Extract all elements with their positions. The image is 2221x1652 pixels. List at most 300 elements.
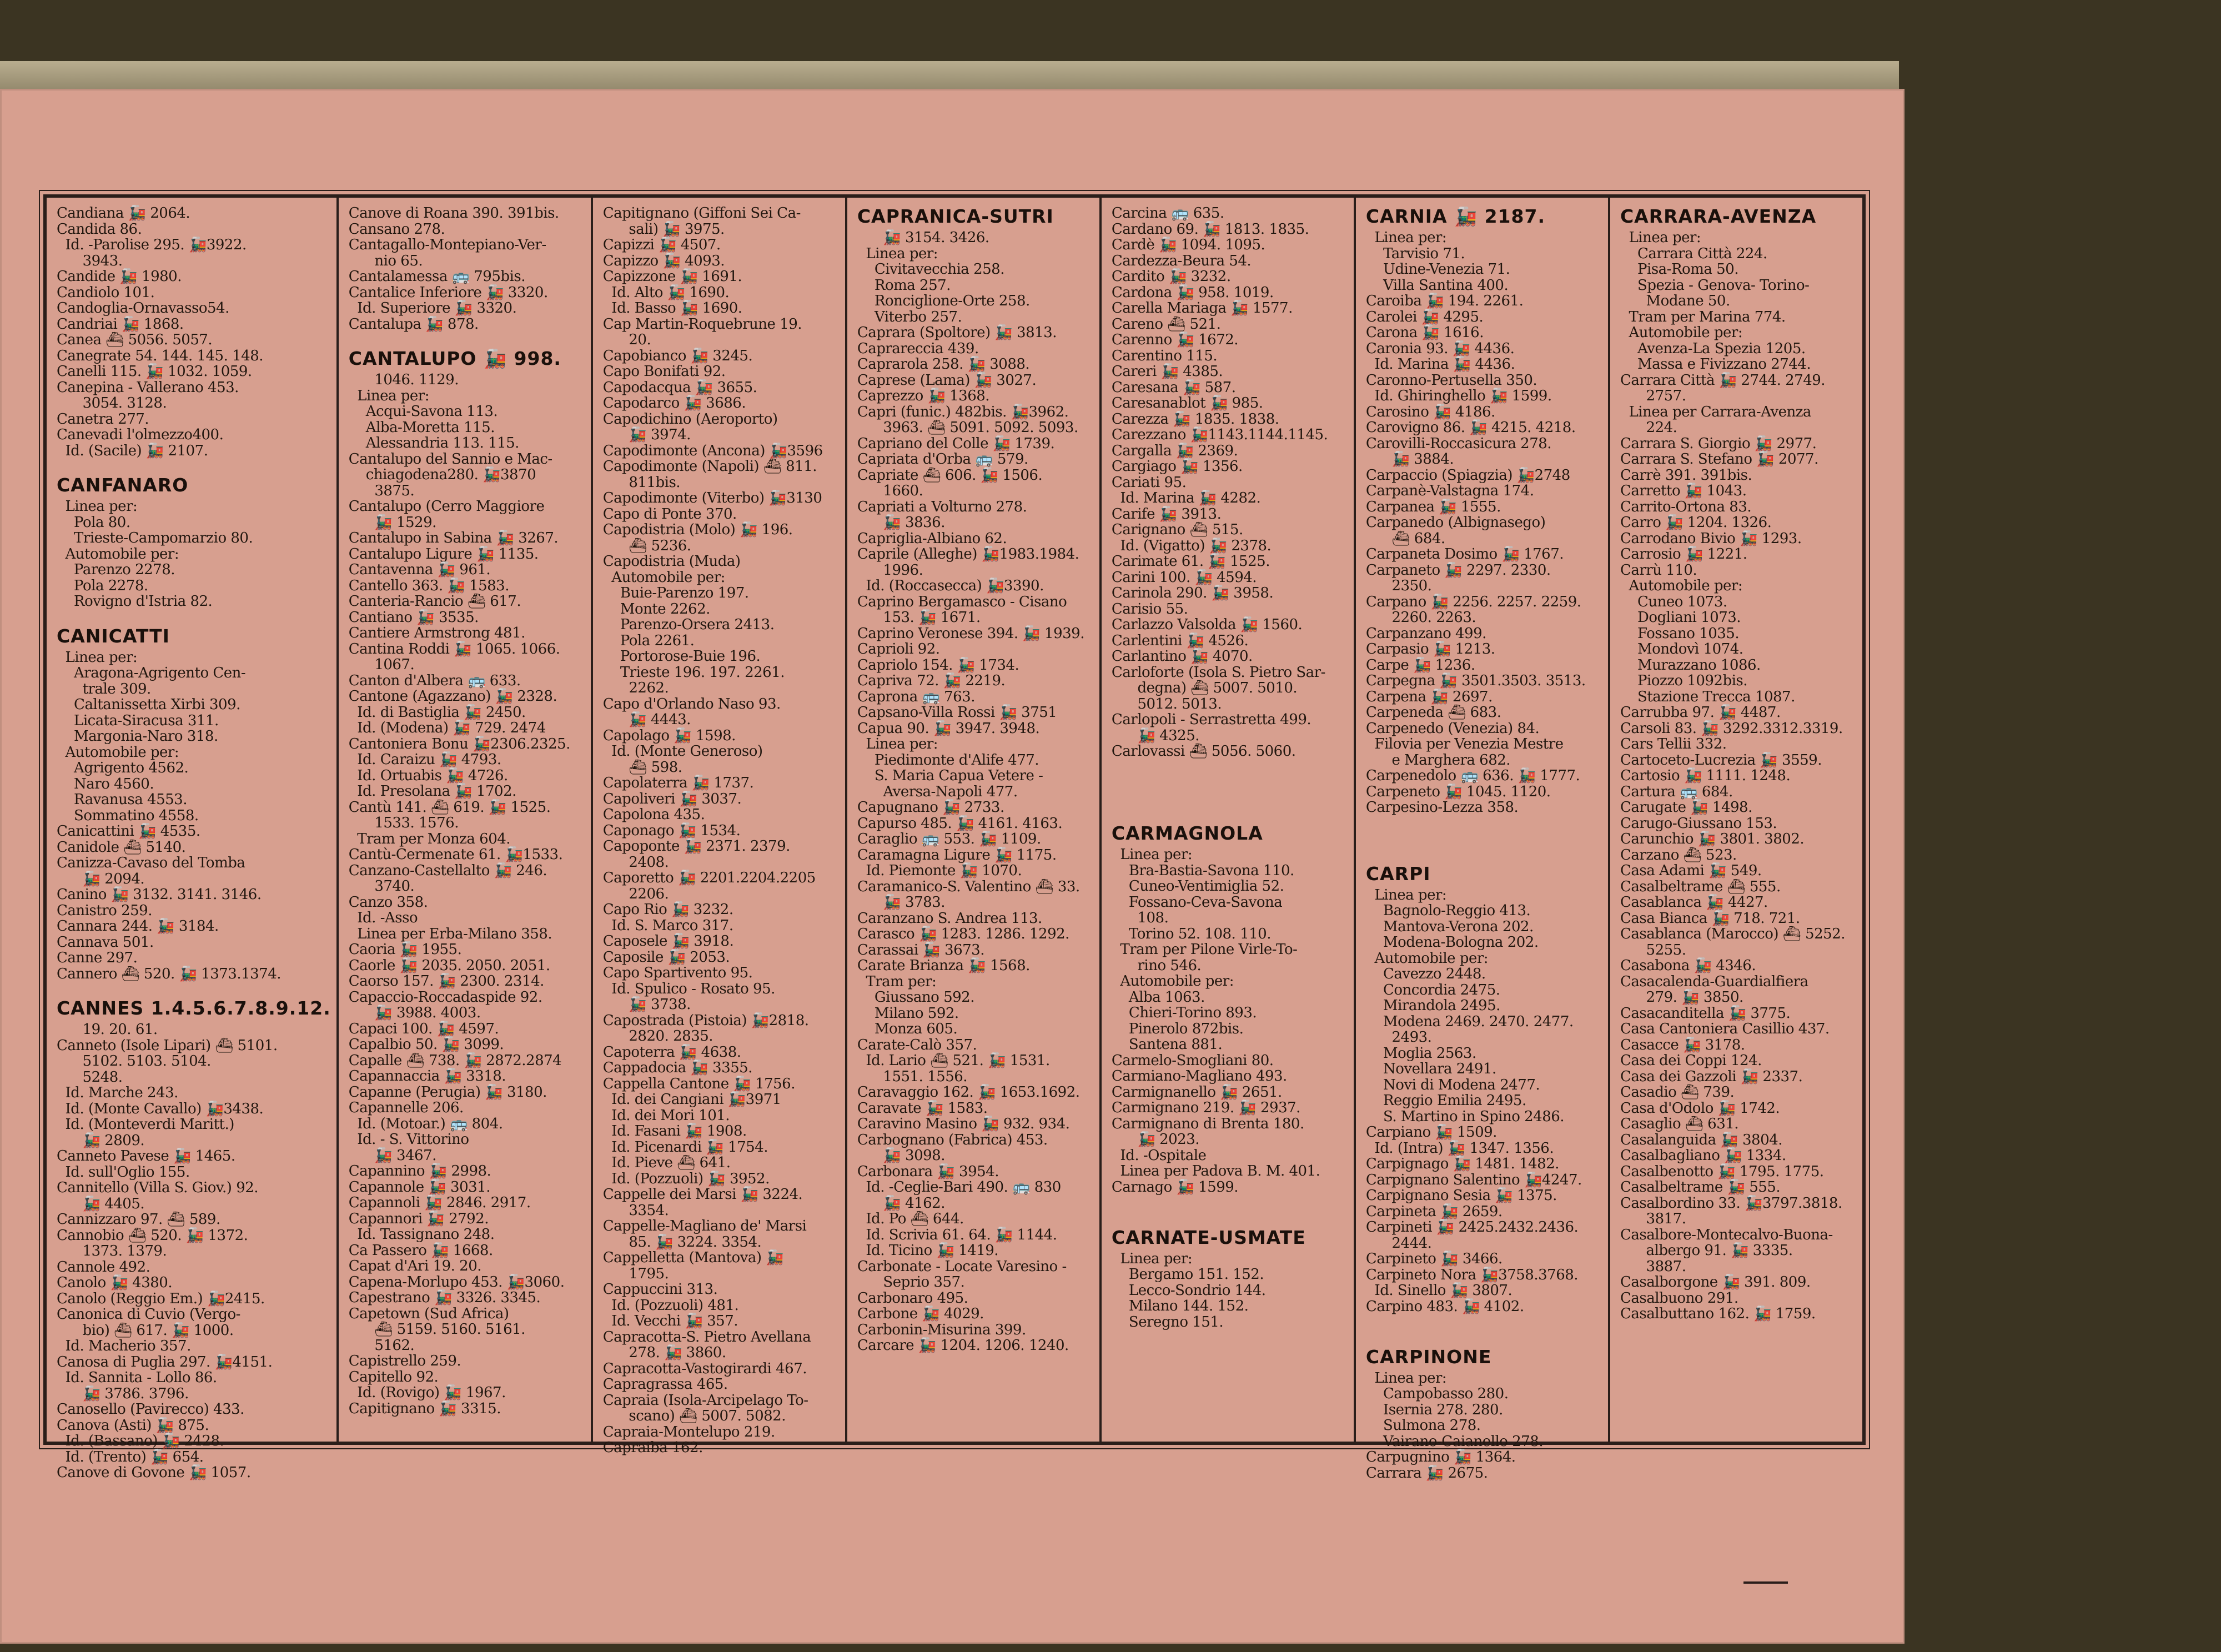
index-entry: Casabona 🚂 4346. [1620, 957, 1756, 974]
index-entry: Casa Cantoniera Casillio 437. [1620, 1021, 1830, 1037]
index-entry: 🚂 3783. [857, 894, 945, 911]
index-entry: 🚂 3974. [602, 426, 691, 443]
station-heading: CARPI [1365, 862, 1431, 885]
index-entry: Caresanablot 🚂 985. [1111, 395, 1263, 411]
index-entry: 🚂 2809. [57, 1132, 145, 1149]
index-entry: Canicattini 🚂 4535. [57, 823, 200, 840]
index-entry: Capannaccia 🚂 3318. [348, 1068, 506, 1084]
index-entry: Carpano 🚂 2256. 2257. 2259. [1365, 593, 1581, 610]
index-entry: Capoliveri 🚂 3037. [602, 790, 742, 807]
index-entry: Cantoniera Bonu 🚂2306.2325. [348, 735, 570, 752]
index-entry: Viterbo 257. [857, 308, 962, 325]
index-entry: Casacanditella 🚂 3775. [1620, 1005, 1791, 1022]
index-entry: Casaglio ⛴ 631. [1620, 1116, 1739, 1132]
index-entry: Capitignano (Giffoni Sei Ca- [602, 205, 801, 222]
index-entry: Canolo 🚂 4380. [57, 1274, 173, 1291]
index-entry: Modena 2469. 2470. 2477. [1365, 1013, 1574, 1030]
index-entry: Portorose-Buie 196. [602, 648, 761, 665]
index-entry [1366, 831, 1602, 847]
index-entry: Pola 2261. [602, 632, 695, 649]
index-entry: Caposele 🚂 3918. [602, 933, 734, 950]
index-columns [47, 198, 1862, 1482]
index-entry: 3887. [1620, 1258, 1686, 1275]
index-entry: Capetown (Sud Africa) [348, 1305, 509, 1322]
index-entry: Automobile per: [1111, 973, 1234, 990]
index-entry [1112, 760, 1348, 776]
index-entry: Casa Bianca 🚂 718. 721. [1620, 910, 1800, 927]
index-entry: 5102. 5103. 5104. [57, 1053, 211, 1069]
index-entry: Canova (Asti) 🚂 875. [57, 1417, 209, 1434]
index-entry: Capo Spartivento 95. [602, 965, 753, 981]
index-entry: Capizzi 🚂 4507. [602, 237, 721, 253]
index-page [0, 89, 1905, 1644]
index-entry: Carnago 🚂 1599. [1111, 1178, 1239, 1196]
index-entry: Id. -Ospitale [1111, 1147, 1207, 1164]
index-entry: Cantone (Agazzano) 🚂 2328. [348, 688, 557, 705]
index-entry: Carini 100. 🚂 4594. [1111, 569, 1257, 586]
index-entry: Automobile per: [1620, 578, 1743, 594]
index-entry: Id. -Asso [348, 910, 418, 926]
index-entry: Id. Sinello 🚂 3807. [1365, 1282, 1513, 1299]
index-entry: Capodimonte (Napoli) ⛴ 811. [602, 458, 817, 475]
index-entry: 2350. [1365, 578, 1432, 594]
index-entry: Seprio 357. [857, 1274, 965, 1291]
index-entry: Carate Brianza 🚂 1568. [857, 957, 1030, 974]
index-entry: Cannizzaro 97. ⛴ 589. [57, 1211, 220, 1228]
index-entry: Linea per Carrara-Avenza [1620, 403, 1811, 420]
station-heading: CANFANARO [57, 474, 189, 496]
index-entry: Capraia-Montelupo 219. [602, 1423, 775, 1440]
index-entry: 5012. 5013. [1111, 695, 1222, 712]
index-entry: Capolago 🚂 1598. [602, 727, 736, 744]
index-entry: Canzano-Castellalto 🚂 246. [348, 862, 547, 879]
index-entry: Carovigno 86. 🚂 4215. 4218. [1365, 419, 1576, 436]
index-entry: Pola 2278. [57, 577, 148, 594]
index-entry: Filovia per Venezia Mestre [1365, 736, 1564, 752]
index-entry: Casalbagliano 🚂 1334. [1620, 1147, 1786, 1164]
index-entry: Carrodano Bivio 🚂 1293. [1620, 530, 1802, 547]
index-entry: Id. (Pozzuoli) 481. [602, 1297, 739, 1314]
index-entry: Carona 🚂 1616. [1365, 324, 1484, 341]
index-entry: Careri 🚂 4385. [1111, 363, 1223, 380]
index-entry: Candiana 🚂 2064. [57, 205, 190, 222]
index-entry: Canonica di Cuvio (Vergo- [57, 1306, 240, 1323]
index-entry: Capo Rio 🚂 3232. [602, 901, 733, 918]
index-entry: 🚂 4405. [57, 1195, 145, 1212]
index-entry: e Marghera 682. [1365, 751, 1511, 769]
index-entry: nio 65. [348, 252, 423, 269]
index-entry: Carassai 🚂 3673. [857, 941, 984, 958]
index-entry: Id. Piemonte 🚂 1070. [857, 862, 1022, 879]
index-column-4 [847, 198, 1102, 1442]
index-column-5 [1102, 198, 1356, 1442]
index-entry: Id. Marche 243. [57, 1084, 178, 1101]
index-entry: Carbonate - Locate Varesino - [857, 1258, 1067, 1275]
index-entry: Carlantino 🚂 4070. [1111, 648, 1253, 665]
index-entry: Cargalla 🚂 2369. [1111, 442, 1238, 459]
index-entry: Carpeneda ⛴ 683. [1365, 704, 1501, 721]
index-entry: Canton d'Albera 🚌 633. [348, 672, 521, 689]
index-entry: Carbone 🚂 4029. [857, 1305, 984, 1322]
index-entry: Pisa-Roma 50. [1620, 261, 1738, 278]
index-entry: Casablanca 🚂 4427. [1620, 894, 1768, 911]
index-entry: Buie-Parenzo 197. [602, 585, 749, 601]
index-entry: Id. Fasani 🚂 1908. [602, 1123, 747, 1139]
index-entry: bio) ⛴ 617. 🚂 1000. [57, 1322, 234, 1339]
index-entry: 🚂 2094. [57, 870, 145, 887]
index-entry: Tram per Marina 774. [1620, 308, 1786, 325]
index-entry: Linea per Erba-Milano 358. [348, 925, 552, 942]
index-entry: Reggio Emilia 2495. [1365, 1092, 1526, 1109]
index-entry: Carrara Città 224. [1620, 245, 1767, 262]
index-entry: Caroiba 🚂 194. 2261. [1365, 293, 1524, 309]
index-entry: Caorso 157. 🚂 2300. 2314. [348, 973, 544, 990]
index-entry: degna) ⛴ 5007. 5010. [1111, 680, 1298, 696]
index-entry: Cantagallo-Montepiano-Ver- [348, 237, 546, 253]
index-entry: Canetra 277. [57, 410, 149, 428]
index-entry: Mondovì 1074. [1620, 641, 1743, 657]
index-entry: Canneto Pavese 🚂 1465. [57, 1148, 235, 1164]
index-entry: Caprareccia 439. [857, 340, 979, 357]
index-entry: Casalbeltrame 🚂 555. [1620, 1179, 1781, 1196]
index-entry: 3054. 3128. [57, 395, 167, 411]
index-entry: Cantalupa 🚂 878. [348, 315, 479, 333]
index-entry: Caronia 93. 🚂 4436. [1365, 340, 1515, 357]
index-entry: Carovilli-Roccasicura 278. [1365, 435, 1552, 452]
index-entry: Id. (Trento) 🚂 654. [57, 1448, 204, 1465]
index-entry: Carpineta 🚂 2659. [1365, 1203, 1503, 1220]
index-entry: Id. Tassignano 248. [348, 1226, 495, 1243]
index-entry: Linea per: [1620, 229, 1701, 246]
index-entry: Vairano-Caianello 278. [1365, 1433, 1544, 1450]
index-entry: Linea per: [1365, 229, 1447, 246]
index-entry: Caprona 🚌 763. [857, 688, 975, 705]
index-entry: chiagodena280. 🚂3870 [348, 466, 536, 483]
index-entry: 2444. [1365, 1234, 1432, 1252]
index-entry: Cantalupo (Cerro Maggiore [348, 498, 545, 515]
index-entry: Id. Marina 🚂 4282. [1111, 490, 1261, 506]
index-entry: Canino 🚂 3132. 3141. 3146. [57, 886, 262, 903]
index-entry: Tram per Pilone Virle-To- [1111, 941, 1298, 958]
index-entry: 1795. [602, 1265, 669, 1282]
index-entry: Casalborgone 🚂 391. 809. [1620, 1274, 1811, 1291]
index-entry: Carrara S. Giorgio 🚂 2977. [1620, 435, 1817, 452]
index-entry: Canistro 259. [57, 902, 152, 919]
index-entry: Capoterra 🚂 4638. [602, 1043, 741, 1061]
index-entry: Capo di Ponte 370. [602, 505, 737, 523]
index-entry: Stazione Trecca 1087. [1620, 688, 1795, 705]
index-entry: Id. Basso 🚂 1690. [602, 300, 742, 317]
index-entry: Caravino Masino 🚂 932. 934. [857, 1116, 1070, 1132]
index-entry: Santena 881. [1111, 1036, 1223, 1053]
index-entry: Carpaneta Dosimo 🚂 1767. [1365, 546, 1564, 563]
index-entry: 2260. 2263. [1365, 609, 1476, 626]
index-entry: Rovigno d'Istria 82. [57, 593, 213, 610]
index-entry: Id. Ghiringhello 🚂 1599. [1365, 388, 1552, 404]
index-entry: Caravaggio 162. 🚂 1653.1692. [857, 1084, 1080, 1101]
index-entry: Bergamo 151. 152. [1111, 1266, 1264, 1283]
index-entry: Id. Presolana 🚂 1702. [348, 783, 516, 800]
index-entry: Carpignano Salentino 🚂4247. [1365, 1171, 1582, 1188]
index-entry: Capriglia-Albiano 62. [857, 530, 1007, 547]
index-entry: Carinola 290. 🚂 3958. [1111, 585, 1274, 601]
index-entry: Mantova-Verona 202. [1365, 918, 1534, 935]
index-entry: Carpino 483. 🚂 4102. [1365, 1298, 1524, 1315]
index-entry: Capodistria (Muda) [602, 553, 741, 570]
index-entry: Candoglia-Ornavasso54. [57, 300, 229, 317]
index-entry: ⛴ 598. [602, 759, 682, 776]
index-entry: 1533. 1576. [348, 815, 459, 831]
index-entry: Carpenedo (Venezia) 84. [1365, 720, 1540, 737]
index-entry: Carpeneto 🚂 1045. 1120. [1365, 783, 1551, 800]
index-entry: Cantello 363. 🚂 1583. [348, 577, 509, 594]
index-entry: Capitello 92. [348, 1368, 439, 1385]
index-entry: Capodimonte (Viterbo) 🚂3130 [602, 490, 822, 506]
index-entry: Capalbio 50. 🚂 3099. [348, 1036, 504, 1053]
station-heading: CARMAGNOLA [1111, 822, 1263, 844]
index-entry: Linea per: [57, 498, 138, 515]
index-entry: 5248. [57, 1068, 123, 1086]
index-entry: Id. Picenardi 🚂 1754. [602, 1138, 768, 1156]
index-entry: 224. [1620, 419, 1677, 436]
index-entry: Cannava 501. [57, 933, 154, 951]
index-entry: Canove di Govone 🚂 1057. [57, 1464, 251, 1481]
index-entry: Id. (Roccasecca) 🚂3390. [857, 578, 1044, 594]
index-entry: Capodacqua 🚂 3655. [602, 379, 757, 396]
index-entry: Carate-Calò 357. [857, 1036, 977, 1053]
index-entry: Capriano del Colle 🚂 1739. [857, 435, 1055, 452]
index-entry: Chieri-Torino 893. [1111, 1005, 1257, 1021]
index-entry: Concordia 2475. [1365, 981, 1500, 998]
index-entry: Carugo-Giussano 153. [1620, 815, 1777, 832]
index-entry: Casa dei Gazzoli 🚂 2337. [1620, 1068, 1803, 1085]
index-entry: Carlopoli - Serrastretta 499. [1111, 711, 1312, 728]
index-entry: Aversa-Napoli 477. [857, 783, 1018, 800]
index-entry: Casalbordino 33. 🚂3797.3818. [1620, 1194, 1842, 1212]
index-entry: Bra-Bastia-Savona 110. [1111, 862, 1294, 879]
index-entry: Id. (Bassano) 🚂 2428. [57, 1433, 224, 1449]
index-entry: Cannobio ⛴ 520. 🚂 1372. [57, 1227, 248, 1244]
index-entry: Capaci 100. 🚂 4597. [348, 1020, 499, 1037]
index-entry: Capodichino (Aeroporto) [602, 410, 778, 428]
index-entry: Capannori 🚂 2792. [348, 1210, 489, 1227]
index-entry: 1373. 1379. [57, 1243, 167, 1259]
index-entry: Capolona 435. [602, 806, 705, 823]
index-entry: Pola 80. [57, 514, 130, 531]
index-entry: Capriati a Volturno 278. [857, 498, 1027, 515]
index-entry: Id. Ortuabis 🚂 4726. [348, 767, 508, 784]
index-entry: 🚂 3098. [857, 1147, 945, 1164]
index-entry: Id. Lario ⛴ 521. 🚂 1531. [857, 1052, 1050, 1069]
index-entry: Casalbore-Montecalvo-Buona- [1620, 1226, 1833, 1243]
index-entry: Canizza-Cavaso del Tomba [57, 855, 245, 871]
index-entry: 1067. [348, 656, 415, 673]
index-entry: Capolaterra 🚂 1737. [602, 775, 754, 791]
index-entry: Linea per: [348, 387, 429, 404]
index-entry: Capodarco 🚂 3686. [602, 395, 746, 411]
index-entry: Cappuccini 313. [602, 1281, 718, 1298]
index-entry: Casa dei Coppi 124. [1620, 1052, 1762, 1069]
index-entry: sali) 🚂 3975. [602, 220, 725, 238]
index-entry: Linea per Padova B. M. 401. [1111, 1163, 1320, 1179]
index-entry: Capena-Morlupo 453. 🚂3060. [348, 1273, 565, 1291]
index-entry: Carpaneto 🚂 2297. 2330. [1365, 561, 1551, 579]
index-entry: Id. (Sacile) 🚂 2107. [57, 442, 208, 459]
index-entry: Campobasso 280. [1365, 1385, 1509, 1402]
index-entry: Cantina Roddi 🚂 1065. 1066. [348, 640, 560, 657]
index-entry: Capistrello 259. [348, 1353, 461, 1369]
index-entry: 5162. [348, 1337, 415, 1354]
index-entry: 3963. ⛴ 5091. 5092. 5093. [857, 419, 1078, 436]
index-entry: Carolei 🚂 4295. [1365, 308, 1484, 325]
index-entry: Capizzone 🚂 1691. [602, 268, 742, 285]
index-entry: Carpineto Nora 🚂3758.3768. [1365, 1266, 1579, 1283]
station-heading: CANTALUPO 🚂 998. [348, 348, 561, 369]
index-entry: Capat d'Ari 19. 20. [348, 1258, 482, 1274]
index-entry: Capurso 485. 🚂 4161. 4163. [857, 815, 1063, 832]
index-entry: Carmignano di Brenta 180. [1111, 1115, 1304, 1132]
index-entry: 20. [602, 332, 651, 348]
index-entry: Cardano 69. 🚂 1813. 1835. [1111, 220, 1309, 238]
index-entry: Udine-Venezia 71. [1365, 261, 1510, 278]
index-entry: Capodimonte (Ancona) 🚂3596 [602, 442, 823, 459]
index-entry: Carro 🚂 1204. 1326. [1620, 514, 1772, 531]
index-entry: Cantalamessa 🚌 795bis. [348, 268, 525, 285]
index-entry: 2408. [602, 853, 669, 871]
index-entry: 2262. [602, 680, 669, 696]
index-entry: Id. (Monteverdi Maritt.) [57, 1116, 234, 1133]
index-entry: Id. -Parolise 295. 🚂3922. [57, 237, 247, 253]
index-entry: Capriate ⛴ 606. 🚂 1506. [857, 466, 1043, 484]
index-entry: 1996. [857, 561, 923, 579]
index-entry: 🚂 3154. 3426. [857, 229, 989, 246]
index-entry: Canne 297. [57, 950, 138, 966]
index-entry: Carimate 61. 🚂 1525. [1111, 553, 1270, 570]
index-entry: Caoria 🚂 1955. [348, 941, 462, 958]
index-entry: Canepina - Vallerano 453. [57, 379, 239, 396]
index-entry: ⛴ 5159. 5160. 5161. [348, 1321, 525, 1338]
index-entry: Casa d'Odolo 🚂 1742. [1620, 1099, 1780, 1117]
index-entry: 3943. [57, 252, 123, 269]
index-entry: Id. sull'Oglio 155. [57, 1163, 190, 1181]
index-entry: Id. (Modena) 🚂 729. 2474 [348, 720, 546, 736]
index-entry: 3740. [348, 878, 415, 895]
index-entry: Carpegna 🚂 3501.3503. 3513. [1365, 672, 1586, 689]
index-entry: 153. 🚂 1671. [857, 609, 981, 626]
index-entry: Cannitello (Villa S. Giov.) 92. [57, 1179, 259, 1196]
index-entry: Casablanca (Marocco) ⛴ 5252. [1620, 926, 1845, 942]
index-entry: Capriva 72. 🚂 2219. [857, 672, 1006, 689]
index-entry: Moglia 2563. [1365, 1045, 1476, 1062]
index-entry: Tram per Monza 604. [348, 830, 511, 847]
index-entry: 5255. [1620, 941, 1686, 958]
index-entry: Id. (Vigatto) 🚂 2378. [1111, 537, 1272, 554]
index-entry: 3875. [348, 482, 415, 499]
index-entry: Caponago 🚂 1534. [602, 822, 741, 839]
index-entry: Capizzo 🚂 4093. [602, 252, 725, 269]
index-entry: Piedimonte d'Alife 477. [857, 751, 1039, 769]
index-entry: Torino 52. 108. 110. [1111, 925, 1271, 942]
station-heading: CANICATTI [57, 625, 170, 647]
index-entry: Id. Pieve ⛴ 641. [602, 1154, 731, 1171]
index-entry: Capracotta-S. Pietro Avellana [602, 1328, 811, 1345]
index-entry: Capriolo 154. 🚂 1734. [857, 656, 1019, 674]
index-entry: Capannole 🚂 3031. [348, 1178, 490, 1196]
index-entry: Carpanea 🚂 1555. [1365, 498, 1501, 515]
index-entry: Carpesino-Lezza 358. [1365, 799, 1519, 816]
index-entry: Carezzano 🚂1143.1144.1145. [1111, 426, 1328, 443]
index-entry: Murazzano 1086. [1620, 656, 1761, 674]
index-entry: Villa Santina 400. [1365, 277, 1509, 294]
index-entry: Capannelle 206. [348, 1099, 464, 1116]
index-entry: Roma 257. [857, 277, 951, 294]
index-entry: 🚂 3467. [348, 1147, 436, 1164]
index-entry: 🚂 3884. [1365, 451, 1454, 468]
index-entry: Carcare 🚂 1204. 1206. 1240. [857, 1337, 1069, 1354]
index-entry: Novi di Modena 2477. [1365, 1076, 1540, 1093]
index-entry: Caramanico-S. Valentino ⛴ 33. [857, 878, 1080, 895]
index-entry: Carugate 🚂 1498. [1620, 799, 1752, 816]
index-entry: Monza 605. [857, 1021, 958, 1037]
index-entry: Lecco-Sondrio 144. [1111, 1282, 1266, 1299]
index-entry: Dogliani 1073. [1620, 609, 1741, 626]
index-entry: Carpaccio (Spiagzia) 🚂2748 [1365, 466, 1570, 484]
index-entry: Alessandria 113. 115. [348, 435, 519, 451]
index-entry: 2820. 2835. [602, 1028, 713, 1045]
index-entry: Casalbuono 291. [1620, 1289, 1738, 1307]
index-entry: Carpiano 🚂 1509. [1365, 1124, 1497, 1141]
index-entry: Carella Mariaga 🚂 1577. [1111, 300, 1293, 317]
index-entry: Carlovassi ⛴ 5056. 5060. [1111, 743, 1296, 760]
index-entry: Id. Sannita - Lollo 86. [57, 1369, 217, 1386]
index-entry: 1046. 1129. [348, 371, 459, 388]
index-entry: Fossano-Ceva-Savona [1111, 893, 1283, 911]
index-entry: Capostrada (Pistoia) 🚂2818. [602, 1012, 809, 1029]
index-entry: Carrara S. Stefano 🚂 2077. [1620, 451, 1818, 468]
index-entry: Capannoli 🚂 2846. 2917. [348, 1194, 531, 1211]
index-entry: Carrè 391. 391bis. [1620, 466, 1752, 484]
index-entry: Capo d'Orlando Naso 93. [602, 695, 781, 712]
index-entry: Carbonara 🚂 3954. [857, 1163, 999, 1180]
index-entry: Canosa di Puglia 297. 🚂4151. [57, 1353, 273, 1370]
index-entry: Carpasio 🚂 1213. [1365, 641, 1495, 657]
index-entry: Canove di Roana 390. 391bis. [348, 205, 559, 222]
index-entry: Carpe 🚂 1236. [1365, 656, 1475, 674]
index-entry: Carlazzo Valsolda 🚂 1560. [1111, 616, 1303, 633]
index-entry: Seregno 151. [1111, 1313, 1224, 1330]
index-entry: Caraglio 🚌 553. 🚂 1109. [857, 831, 1041, 847]
index-entry: Capannino 🚂 2998. [348, 1163, 491, 1179]
index-entry: Capracotta-Vastogirardi 467. [602, 1360, 807, 1377]
index-entry: Capaccio-Roccadaspide 92. [348, 988, 542, 1006]
index-entry: Carpanè-Valstagna 174. [1365, 483, 1534, 499]
index-entry: Cuneo 1073. [1620, 593, 1727, 610]
index-entry: Casa Adami 🚂 549. [1620, 862, 1762, 879]
index-entry: Bagnolo-Reggio 413. [1365, 902, 1531, 919]
index-entry: Carezza 🚂 1835. 1838. [1111, 410, 1279, 428]
station-heading: CARNIA 🚂 2187. [1365, 205, 1545, 227]
index-entry: Candida 86. [57, 220, 142, 238]
index-entry: Cansano 278. [348, 220, 445, 238]
index-entry: Cappadocia 🚂 3355. [602, 1060, 752, 1076]
index-entry [1112, 775, 1348, 791]
index-entry: Canelli 115. 🚂 1032. 1059. [57, 363, 252, 380]
index-entry: 3354. [602, 1202, 669, 1219]
index-entry: ⛴ 684. [1365, 530, 1445, 547]
footer-rule [1743, 1581, 1788, 1584]
index-entry: Carpena 🚂 2697. [1365, 688, 1493, 705]
index-entry: Carpineti 🚂 2425.2432.2436. [1365, 1219, 1579, 1236]
